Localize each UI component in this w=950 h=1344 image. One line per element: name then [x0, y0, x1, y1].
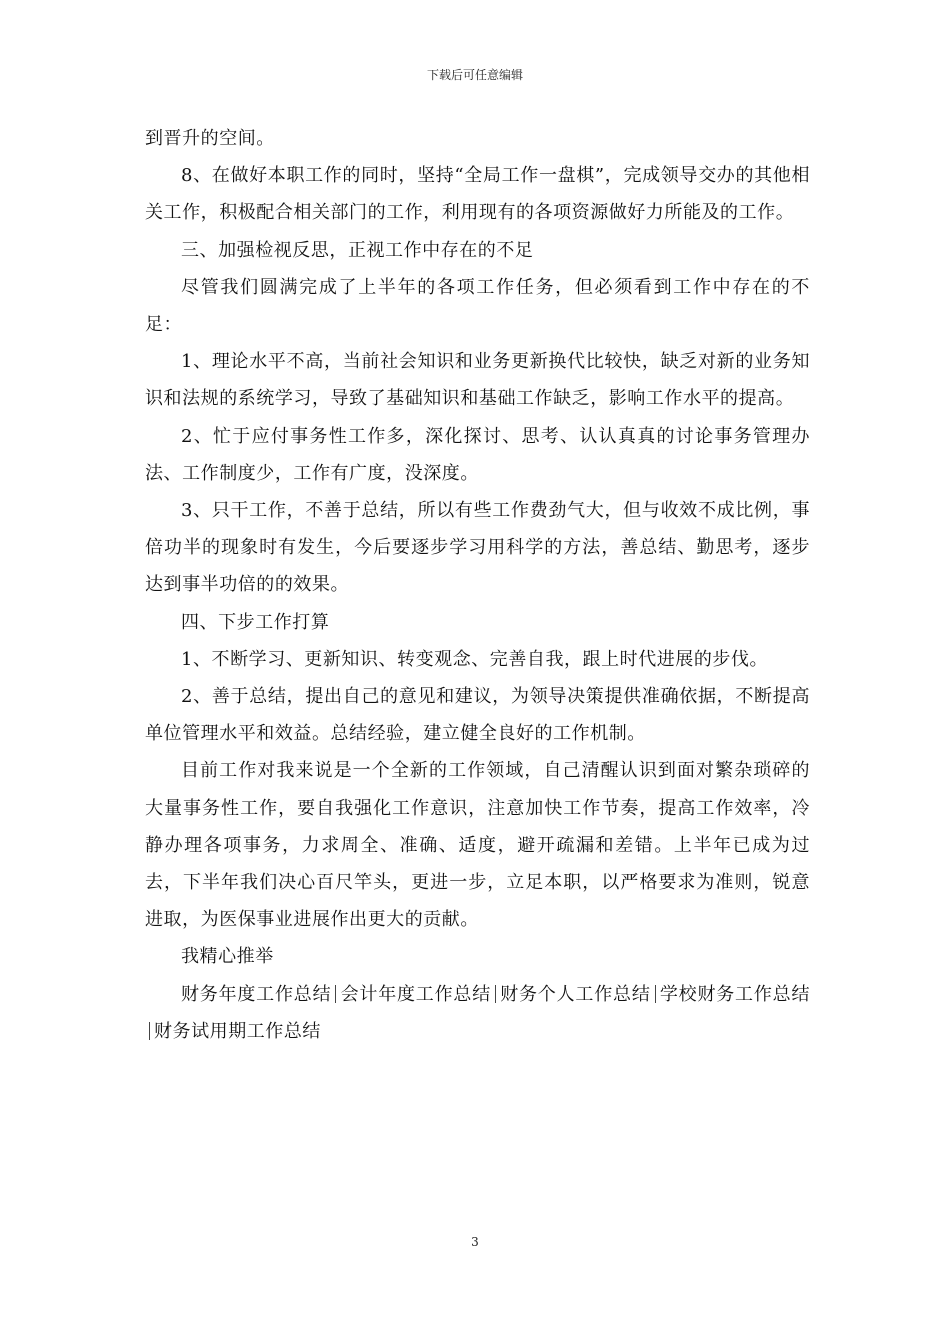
- paragraph-plan-1: 1、不断学习、更新知识、转变观念、完善自我，跟上时代进展的步伐。: [181, 648, 769, 670]
- link-separator: [335, 985, 336, 1003]
- section-heading-4: 四、下步工作打算: [181, 611, 330, 633]
- link-separator: [495, 985, 496, 1003]
- page-header-note: 下载后可任意编辑: [426, 68, 523, 82]
- paragraph-shortcoming-3: 3、只干工作，不善于总结，所以有些工作费劲气大，但与收效不成比例，事倍功半的现象时有发生，今后要逐步学习用科学的方法，善总结、勤思考，逐步达到事半功倍的的效果。: [145, 500, 810, 596]
- recommended-links: [145, 976, 810, 1050]
- paragraph-shortcomings-intro: 尽管我们圆满完成了上半年的各项工作任务，但必须看到工作中存在的不足：: [145, 276, 810, 336]
- paragraph-shortcoming-1: 1、理论水平不高，当前社会知识和业务更新换代比较快，缺乏对新的业务知识和法规的系统学习，导致了基础知识和基础工作缺乏，影响工作水平的提高。: [145, 351, 810, 410]
- recommended-link-4[interactable]: 学校财务工作总结: [659, 983, 810, 1005]
- paragraph-item-8: 8、在做好本职工作的同时，坚持“全局工作一盘棋”，完成领导交办的其他相关工作，积极配合相关部门的工作，利用现有的各项资源做好力所能及的工作。: [145, 165, 810, 224]
- document-body: [145, 120, 810, 1050]
- section-heading-3: 三、加强检视反思，正视工作中存在的不足: [181, 239, 534, 261]
- page-number: 3: [471, 1235, 479, 1249]
- recommended-link-1[interactable]: 财务年度工作总结: [181, 983, 332, 1005]
- paragraph-conclusion: 目前工作对我来说是一个全新的工作领域，自己清醒认识到面对繁杂琐碎的大量事务性工作，要自我强化工作意识，注意加快工作节奏，提高工作效率，冷静办理各项事务，力求周全、准确、适度，避开疏漏和差错。上半年已成为过去，下半年我们决心百尺竿头，更进一步，立足本职，以严格要求为准则，锐意进取，为医保事业进展作出更大的贡献。: [145, 760, 810, 931]
- recommended-link-2[interactable]: 会计年度工作总结: [340, 983, 491, 1005]
- link-separator: [149, 1022, 150, 1040]
- recommended-link-5[interactable]: 财务试用期工作总结: [154, 1020, 321, 1042]
- paragraph-continuation: 到晋升的空间。: [145, 128, 275, 149]
- recommended-link-3[interactable]: 财务个人工作总结: [500, 983, 651, 1005]
- paragraph-plan-2: 2、善于总结，提出自己的意见和建议，为领导决策提供准确依据，不断提高单位管理水平和效益。总结经验，建立健全良好的工作机制。: [145, 686, 810, 745]
- recommended-heading: 我精心推举: [181, 946, 274, 968]
- paragraph-shortcoming-2: 2、忙于应付事务性工作多，深化探讨、思考、认认真真的讨论事务管理办法、工作制度少，工作有广度，没深度。: [145, 425, 810, 484]
- link-separator: [655, 985, 656, 1003]
